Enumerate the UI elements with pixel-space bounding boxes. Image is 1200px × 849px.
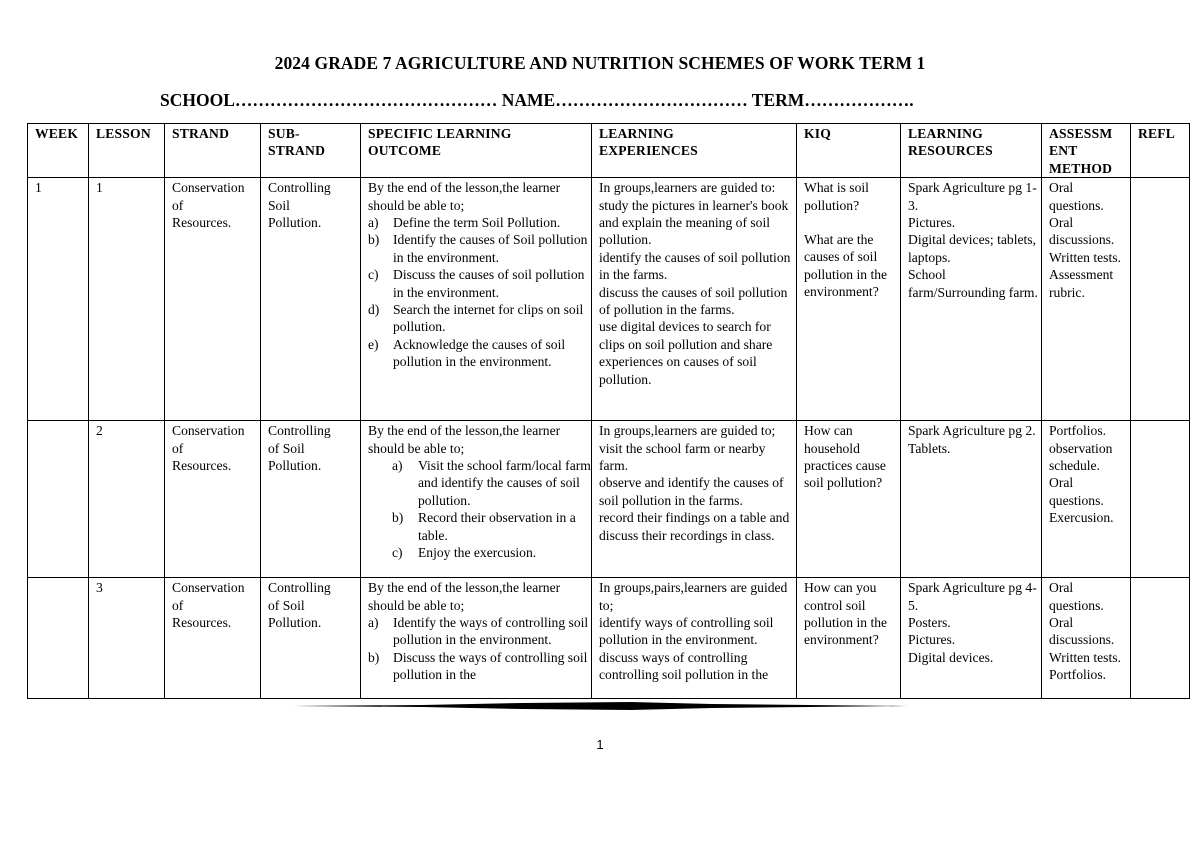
cell-line: Pollution. bbox=[268, 615, 322, 631]
cell-line: Pictures. bbox=[908, 215, 956, 231]
outcome-item: c) Enjoy the exercusion. bbox=[392, 545, 537, 561]
table-row bbox=[28, 578, 1190, 699]
outcome-intro: By the end of the lesson,the learner should be able to; bbox=[368, 580, 561, 613]
cell-learning-resources bbox=[901, 421, 1042, 578]
header-specific-learning-outcome bbox=[361, 124, 592, 178]
kiq-question: What is soil pollution? bbox=[804, 180, 869, 213]
table-row bbox=[28, 421, 1190, 578]
cell-assessment-method bbox=[1042, 178, 1131, 421]
cell-line: identify ways of controlling soil pollution in the environment. bbox=[599, 615, 774, 648]
cell-line: Digital devices; tablets, laptops. bbox=[908, 232, 1036, 265]
cell-line: Digital devices. bbox=[908, 649, 994, 665]
cell-specific-learning-outcome bbox=[361, 178, 592, 421]
cell-line: KIQ bbox=[804, 126, 832, 141]
cell-learning-resources bbox=[901, 178, 1042, 421]
cell-sub-strand bbox=[261, 578, 361, 699]
table-row bbox=[28, 178, 1190, 421]
cell-line: Controlling bbox=[268, 580, 331, 596]
cell-line: identify the causes of soil pollution in the farms. bbox=[599, 249, 791, 283]
cell-line: of Soil bbox=[268, 597, 305, 613]
cell-line: Conservation bbox=[172, 180, 245, 196]
cell-line: discuss the causes of soil pollution of pollution in the farms. bbox=[599, 284, 788, 318]
cell-line: Spark Agriculture pg 2. bbox=[908, 423, 1036, 439]
cell-line: RESOURCES bbox=[908, 143, 993, 159]
outcome-item: d) Search the internet for clips on soil pollution. bbox=[368, 302, 584, 335]
cell-line: STRAND bbox=[268, 143, 326, 159]
cell-week bbox=[28, 578, 89, 699]
cell-line: Resources. bbox=[172, 458, 232, 474]
cell-line: WEEK bbox=[35, 126, 79, 141]
footer-divider bbox=[292, 702, 908, 710]
cell-sub-strand bbox=[261, 178, 361, 421]
cell-line: LEARNING bbox=[908, 126, 983, 141]
cell-line: OUTCOME bbox=[368, 143, 442, 159]
cell-line: study the pictures in learner's book and explain the meaning of soil pollution. bbox=[599, 197, 789, 248]
cell-specific-learning-outcome bbox=[361, 421, 592, 578]
cell-line: Portfolios. bbox=[1049, 667, 1107, 683]
cell-learning-resources bbox=[901, 578, 1042, 699]
cell-line: Spark Agriculture pg 1-3. bbox=[908, 180, 1037, 213]
cell-line: Spark Agriculture pg 4-5. bbox=[908, 580, 1037, 613]
cell-learning-experiences bbox=[592, 578, 797, 699]
kiq-question: How can household practices cause soil pollution? bbox=[804, 423, 886, 491]
cell-line: Posters. bbox=[908, 615, 951, 631]
outcome-item: b) Record their observation in a table. bbox=[392, 510, 576, 543]
cell-line: Pictures. bbox=[908, 632, 956, 648]
cell-line: of bbox=[172, 440, 184, 456]
outcome-item: a) Visit the school farm/local farm and identify the causes of soil pollution. bbox=[392, 458, 591, 508]
cell-line: LEARNING bbox=[599, 126, 674, 141]
outcome-item: c) Discuss the causes of soil pollution in the environment. bbox=[368, 267, 585, 300]
header-kiq bbox=[797, 124, 901, 178]
cell-line: Tablets. bbox=[908, 440, 951, 456]
kiq-question: How can you control soil pollution in the environment? bbox=[804, 580, 888, 648]
cell-line: observation schedule. bbox=[1049, 440, 1113, 474]
outcome-item: a) Identify the ways of controlling soil pollution in the environment. bbox=[368, 615, 589, 648]
cell-line: Pollution. bbox=[268, 458, 322, 474]
cell-line: discuss ways of controlling controlling soil pollution in the bbox=[599, 649, 769, 683]
cell-line: ENT bbox=[1049, 143, 1078, 159]
cell-line: Oral discussions. bbox=[1049, 215, 1115, 248]
outcome-intro: By the end of the lesson,the learner should be able to; bbox=[368, 423, 561, 456]
cell-strand bbox=[165, 421, 261, 578]
cell-strand bbox=[165, 578, 261, 699]
cell-line: In groups,pairs,learners are guided to; bbox=[599, 580, 788, 613]
header-strand bbox=[165, 124, 261, 178]
cell-line: Exercusion. bbox=[1049, 510, 1114, 526]
header-week bbox=[28, 124, 89, 178]
cell-line: School farm/Surrounding farm. bbox=[908, 267, 1038, 300]
cell-line: Assessment rubric. bbox=[1049, 267, 1114, 300]
cell-specific-learning-outcome bbox=[361, 578, 592, 699]
cell-reflection bbox=[1131, 178, 1190, 421]
cell-reflection bbox=[1131, 421, 1190, 578]
table-header-row bbox=[28, 124, 1190, 178]
cell-line: STRAND bbox=[172, 126, 230, 141]
header-reflection bbox=[1131, 124, 1190, 178]
cell-line: LESSON bbox=[96, 126, 151, 141]
cell-kiq bbox=[797, 421, 901, 578]
page-number: 1 bbox=[596, 737, 604, 752]
cell-kiq bbox=[797, 178, 901, 421]
cell-assessment-method bbox=[1042, 421, 1131, 578]
cell-line: Oral questions. bbox=[1049, 580, 1104, 613]
school-name-term-line: SCHOOL……………………………………… NAME…………………………… TERM………………. bbox=[160, 90, 914, 110]
cell-line: Written tests. bbox=[1049, 249, 1121, 265]
header-lesson bbox=[89, 124, 165, 178]
schemes-of-work-table bbox=[27, 123, 1190, 699]
outcome-item: b) Identify the causes of Soil pollution in the environment. bbox=[368, 232, 588, 265]
cell-line: In groups,learners are guided to; bbox=[599, 423, 776, 439]
cell-line: SPECIFIC LEARNING bbox=[368, 126, 512, 141]
cell-line: Oral discussions. bbox=[1049, 615, 1115, 648]
cell-strand bbox=[165, 178, 261, 421]
outcome-item: e) Acknowledge the causes of soil pollution in the environment. bbox=[368, 336, 566, 370]
header-sub-strand bbox=[261, 124, 361, 178]
header-learning-resources bbox=[901, 124, 1042, 178]
outcome-list bbox=[368, 214, 591, 371]
cell-line: Oral questions. bbox=[1049, 180, 1104, 213]
cell-line: record their findings on a table and discuss their recordings in class. bbox=[599, 510, 790, 543]
cell-lesson: 3 bbox=[89, 578, 165, 699]
cell-line: METHOD bbox=[1049, 160, 1113, 176]
cell-line: Written tests. bbox=[1049, 649, 1121, 665]
cell-learning-experiences bbox=[592, 421, 797, 578]
cell-line: visit the school farm or nearby farm. bbox=[599, 440, 766, 474]
cell-line: Resources. bbox=[172, 215, 232, 231]
cell-learning-experiences bbox=[592, 178, 797, 421]
cell-line: ASSESSM bbox=[1049, 126, 1113, 141]
cell-line: Portfolios. bbox=[1049, 423, 1107, 439]
header-assessment-method bbox=[1042, 124, 1131, 178]
cell-line: use digital devices to search for clips on soil pollution and share experiences on causes of soil pollution. bbox=[599, 319, 773, 387]
cell-kiq bbox=[797, 578, 901, 699]
cell-line: Conservation bbox=[172, 423, 245, 439]
outcome-list bbox=[368, 457, 591, 561]
cell-lesson: 2 bbox=[89, 421, 165, 578]
outcome-intro: By the end of the lesson,the learner should be able to; bbox=[368, 180, 561, 213]
cell-line: Oral questions. bbox=[1049, 475, 1104, 508]
outcome-item: b) Discuss the ways of controlling soil pollution in the bbox=[368, 649, 588, 683]
cell-sub-strand bbox=[261, 421, 361, 578]
document-title: 2024 GRADE 7 AGRICULTURE AND NUTRITION SCHEMES OF WORK TERM 1 bbox=[274, 53, 926, 73]
cell-line: Controlling bbox=[268, 423, 331, 439]
cell-line: Controlling bbox=[268, 180, 331, 196]
cell-line: Pollution. bbox=[268, 215, 322, 231]
cell-lesson: 1 bbox=[89, 178, 165, 421]
cell-line: of Soil bbox=[268, 440, 305, 456]
cell-line: of bbox=[172, 597, 184, 613]
cell-line: REFL bbox=[1138, 126, 1176, 141]
cell-line: Conservation bbox=[172, 580, 245, 596]
cell-week: 1 bbox=[28, 178, 89, 421]
cell-week bbox=[28, 421, 89, 578]
cell-assessment-method bbox=[1042, 578, 1131, 699]
cell-line: In groups,learners are guided to: bbox=[599, 180, 776, 196]
cell-line: of bbox=[172, 197, 184, 213]
cell-line: SUB- bbox=[268, 126, 300, 141]
cell-line: observe and identify the causes of soil pollution in the farms. bbox=[599, 475, 784, 508]
cell-line: EXPERIENCES bbox=[599, 143, 698, 159]
cell-line: Soil bbox=[268, 197, 290, 213]
cell-reflection bbox=[1131, 578, 1190, 699]
kiq-question: What are the causes of soil pollution in the environment? bbox=[804, 232, 888, 300]
outcome-item: a) Define the term Soil Pollution. bbox=[368, 215, 561, 231]
cell-line: Resources. bbox=[172, 615, 232, 631]
header-learning-experiences bbox=[592, 124, 797, 178]
outcome-list bbox=[368, 614, 591, 684]
